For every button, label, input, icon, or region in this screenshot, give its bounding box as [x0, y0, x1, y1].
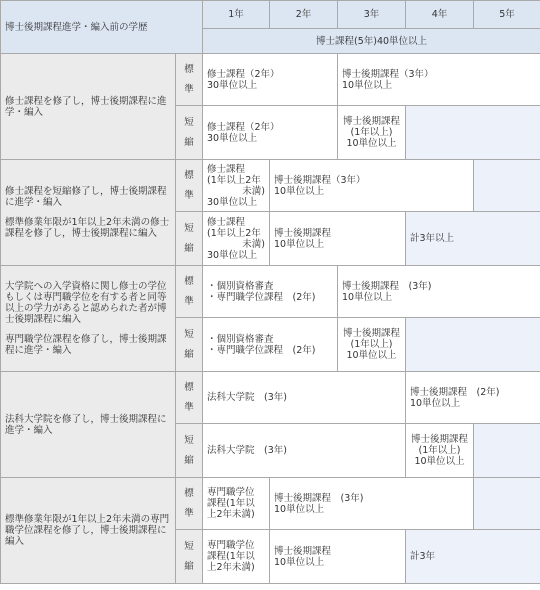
group5-category: [1, 478, 176, 584]
group4-short-doctoral: 博士後期課程 (1年以上) 10単位以上: [406, 424, 474, 478]
year-header-2: 2年: [270, 1, 338, 29]
group3-category: [1, 266, 176, 372]
type-short-label: 短 縮: [176, 106, 203, 160]
category-text: 修士課程を修了し，博士後期課程に進学・編入: [5, 95, 167, 118]
group3-standard-row: [1, 266, 540, 318]
year-header-4: 4年: [406, 1, 474, 29]
type-short-label: 短 縮: [176, 530, 203, 584]
group4-standard-doctoral: 博士後期課程 (2年) 10単位以上: [406, 372, 540, 424]
category-text: 専門職学位課程を修了し，博士後期課程に進学・編入: [5, 334, 167, 356]
group5-standard-row: [1, 478, 540, 530]
group1-standard-doctoral: 博士後期課程（3年） 10単位以上: [338, 54, 540, 106]
type-short-label: 短 縮: [176, 212, 203, 266]
type-standard-label: 標 準: [176, 160, 203, 212]
group3-standard-doctoral: 博士後期課程 (3年) 10単位以上: [338, 266, 540, 318]
empty-cell: [474, 160, 540, 212]
group3-standard-prior: ・個別資格審査 ・専門職学位課程 (2年): [203, 266, 338, 318]
group2-short-total: [406, 212, 540, 266]
category-text: 大学院への入学資格に関し修士の学位もしくは専門職学位を有する者と同等以上の学力があると認められた者が博士後期課程に編入: [5, 281, 167, 325]
group5-standard-prior: 専門職学位 課程(1年以 上2年未満): [203, 478, 270, 530]
type-standard-label: 標 準: [176, 54, 203, 106]
group1-short-doctoral: 博士後期課程 (1年以上) 10単位以上: [338, 106, 406, 160]
year-header-5: 5年: [474, 1, 540, 29]
year-header-3: 3年: [338, 1, 406, 29]
category-text: 法科大学院を修了し，博士後期課程に進学・編入: [5, 413, 167, 436]
group2-short-prior: 修士課程 (1年以上2年 未満) 30単位以上: [203, 212, 270, 266]
group4-standard-prior: 法科大学院 (3年): [203, 372, 406, 424]
category-text: 標準修業年限が1年以上2年未満の修士課程を修了し，博士後期課程に編入: [5, 217, 170, 239]
year-header-1: 1年: [203, 1, 270, 29]
group1-standard-prior: 修士課程（2年） 30単位以上: [203, 54, 338, 106]
group5-short-prior: 専門職学位 課程(1年以 上2年未満): [203, 530, 270, 584]
empty-cell: [474, 478, 540, 530]
group2-short-doctoral: 博士後期課程 10単位以上: [270, 212, 406, 266]
group2-standard-row: [1, 160, 540, 212]
header-row: [1, 1, 540, 29]
group2-category: [1, 160, 176, 266]
category-text: 修士課程を短縮修了し，博士後期課程に進学・編入: [5, 186, 167, 208]
empty-cell: [406, 318, 540, 372]
group1-standard-row: [1, 54, 540, 106]
group4-standard-row: [1, 372, 540, 424]
group4-short-prior: 法科大学院 (3年): [203, 424, 406, 478]
group3-short-prior: ・個別資格審査 ・専門職学位課程 (2年): [203, 318, 338, 372]
group1-category: [1, 54, 176, 160]
type-short-label: 短 縮: [176, 424, 203, 478]
group5-short-total: [406, 530, 540, 584]
group5-short-doctoral: 博士後期課程 10単位以上: [270, 530, 406, 584]
total-note: 計3年: [410, 551, 436, 562]
group2-standard-prior: 修士課程 (1年以上2年 未満) 30単位以上: [203, 160, 270, 212]
group3-short-doctoral: 博士後期課程 (1年以上) 10単位以上: [338, 318, 406, 372]
group5-standard-doctoral: 博士後期課程 (3年) 10単位以上: [270, 478, 474, 530]
total-requirement: 博士課程(5年)40単位以上: [203, 29, 540, 54]
category-text: 標準修業年限が1年以上2年未満の専門職学位課程を修了し，博士後期課程に編入: [5, 514, 170, 547]
header-title: 博士後期課程進学・編入前の学歴: [1, 1, 203, 54]
group2-standard-doctoral: 博士後期課程（3年） 10単位以上: [270, 160, 474, 212]
total-note: 計3年以上: [410, 233, 455, 244]
type-short-label: 短 縮: [176, 318, 203, 372]
type-standard-label: 標 準: [176, 266, 203, 318]
empty-cell: [474, 424, 540, 478]
empty-cell: [406, 106, 540, 160]
type-standard-label: 標 準: [176, 478, 203, 530]
type-standard-label: 標 準: [176, 372, 203, 424]
group4-category: [1, 372, 176, 478]
group1-short-prior: 修士課程（2年） 30単位以上: [203, 106, 338, 160]
